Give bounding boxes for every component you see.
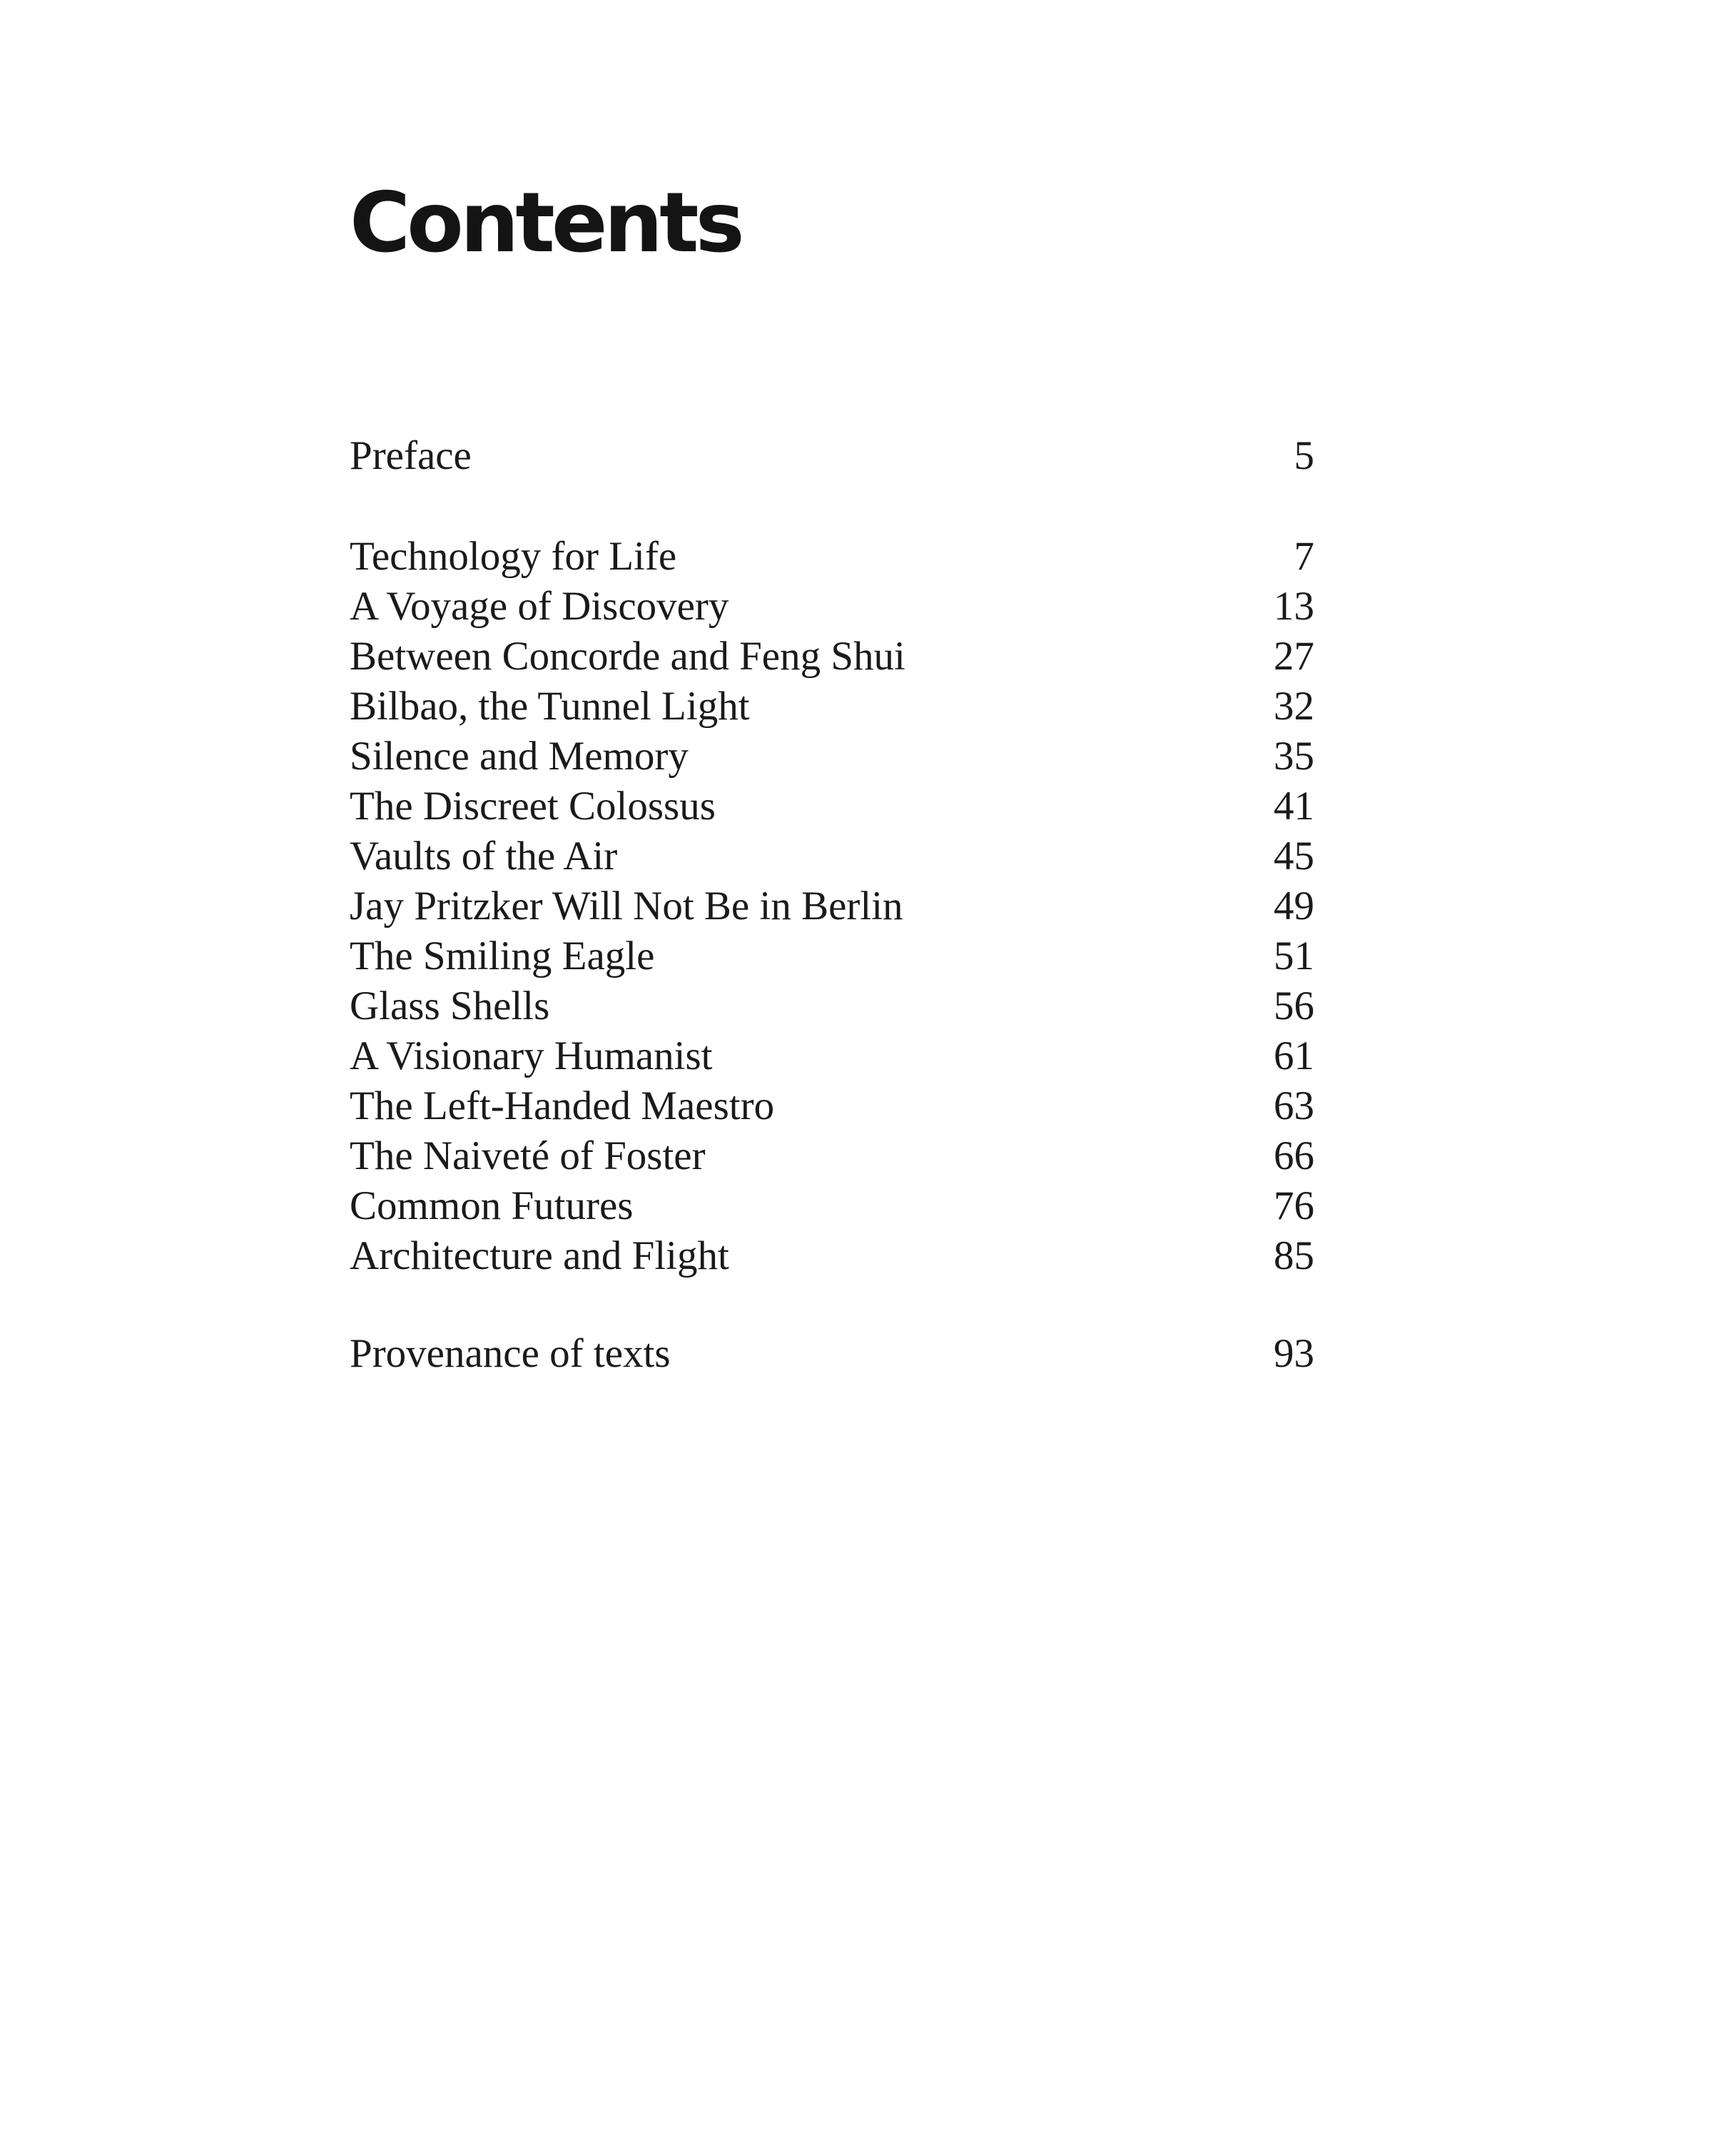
toc-entry-title: Architecture and Flight bbox=[350, 1233, 729, 1278]
toc-entry bbox=[350, 1081, 1314, 1131]
toc-entry bbox=[350, 1231, 1314, 1281]
toc-entry-page: 41 bbox=[1274, 784, 1314, 829]
toc-entry bbox=[350, 682, 1314, 732]
toc-entry bbox=[350, 981, 1314, 1031]
toc-entry-page: 27 bbox=[1274, 634, 1314, 679]
toc-entry-title: Silence and Memory bbox=[350, 734, 689, 779]
toc-entry-title: The Left-Handed Maestro bbox=[350, 1083, 775, 1128]
toc-entry-title: The Naiveté of Foster bbox=[350, 1133, 706, 1178]
toc-entry-page: 85 bbox=[1274, 1233, 1314, 1278]
toc-entry-provenance bbox=[350, 1329, 1314, 1379]
toc-entry-title: Technology for Life bbox=[350, 534, 677, 579]
toc-entry-title: Preface bbox=[350, 433, 472, 478]
toc-entry-preface bbox=[350, 431, 1314, 481]
toc-chapter-list bbox=[350, 532, 1314, 1281]
toc-entry bbox=[350, 732, 1314, 782]
toc-entry-page: 45 bbox=[1274, 834, 1314, 879]
toc-entry bbox=[350, 582, 1314, 632]
toc-entry-title: A Voyage of Discovery bbox=[350, 584, 729, 629]
toc-entry bbox=[350, 1031, 1314, 1081]
toc-entry-title: Vaults of the Air bbox=[350, 834, 618, 879]
toc-entry-page: 49 bbox=[1274, 884, 1314, 929]
toc-entry-page: 56 bbox=[1274, 984, 1314, 1028]
toc-entry bbox=[350, 532, 1314, 582]
toc-entry-page: 35 bbox=[1274, 734, 1314, 779]
toc-entry-title: Provenance of texts bbox=[350, 1331, 671, 1376]
toc-entry-title: Jay Pritzker Will Not Be in Berlin bbox=[350, 884, 903, 929]
toc-entry-page: 32 bbox=[1274, 684, 1314, 729]
toc-entry-page: 76 bbox=[1274, 1183, 1314, 1228]
toc-entry-page: 61 bbox=[1274, 1033, 1314, 1078]
toc-entry-title: A Visionary Humanist bbox=[350, 1033, 713, 1078]
toc-entry-title: The Smiling Eagle bbox=[350, 934, 655, 979]
toc-entry-page: 7 bbox=[1294, 534, 1314, 579]
toc-entry bbox=[350, 1181, 1314, 1231]
toc-entry-page: 51 bbox=[1274, 934, 1314, 979]
toc-entry-title: The Discreet Colossus bbox=[350, 784, 716, 829]
toc-entry-page: 66 bbox=[1274, 1133, 1314, 1178]
toc-entry-title: Common Futures bbox=[350, 1183, 634, 1228]
toc-entry bbox=[350, 831, 1314, 881]
toc-entry-page: 63 bbox=[1274, 1083, 1314, 1128]
toc-entry bbox=[350, 632, 1314, 682]
toc-entry-title: Glass Shells bbox=[350, 984, 550, 1028]
toc-entry-title: Between Concorde and Feng Shui bbox=[350, 634, 905, 679]
toc-entry bbox=[350, 782, 1314, 831]
toc-back-matter bbox=[350, 1329, 1314, 1379]
page-title: Contents bbox=[350, 175, 741, 271]
toc-entry bbox=[350, 1131, 1314, 1181]
toc-entry-page: 93 bbox=[1274, 1331, 1314, 1376]
toc-entry-page: 5 bbox=[1294, 433, 1314, 478]
toc-entry-title: Bilbao, the Tunnel Light bbox=[350, 684, 750, 729]
toc-entry bbox=[350, 931, 1314, 981]
toc-entry bbox=[350, 881, 1314, 931]
toc-front-matter bbox=[350, 431, 1314, 481]
toc-entry-page: 13 bbox=[1274, 584, 1314, 629]
